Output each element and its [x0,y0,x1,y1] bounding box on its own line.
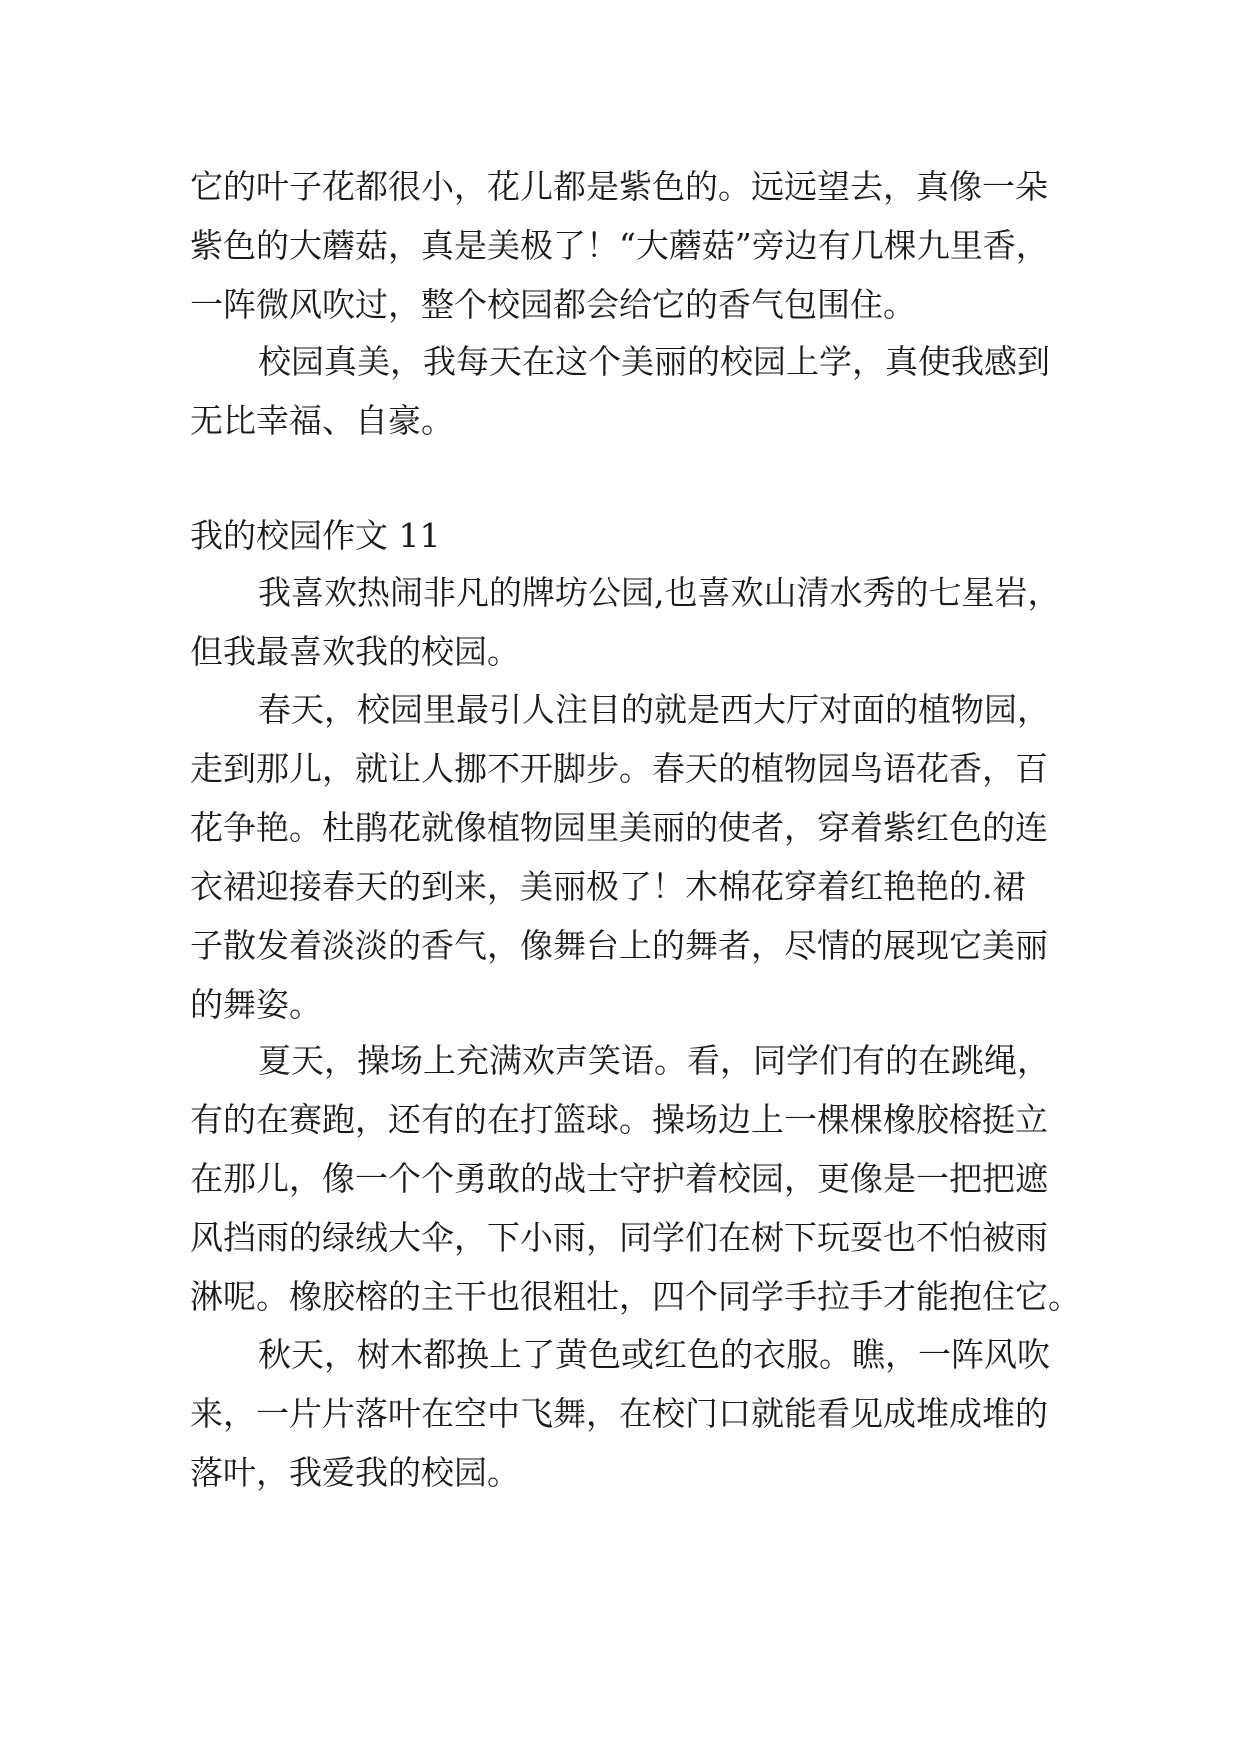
intro-paragraph [190,157,1070,334]
essay-title: 我的校园作文 11 [190,516,441,555]
text-line: 走到那儿，就让人挪不开脚步。春天的植物园鸟语花香，百 [190,749,1048,788]
text-line: 风挡雨的绿绒大伞，下小雨，同学们在树下玩耍也不怕被雨 [190,1218,1048,1257]
text-line: 校园真美，我每天在这个美丽的校园上学，真使我感到 [258,342,1050,381]
closing-paragraph [190,332,1070,450]
text-line: 夏天，操场上充满欢声笑语。看，同学们有的在跳绳， [258,1041,1050,1080]
paragraph-4 [190,1325,1070,1502]
text-line: 的舞姿。 [190,985,322,1024]
text-line: 无比幸福、自豪。 [190,401,454,440]
text-line: 一阵微风吹过，整个校园都会给它的香气包围住。 [190,285,916,324]
text-line: 我喜欢热闹非凡的牌坊公园,也喜欢山清水秀的七星岩， [258,573,1061,612]
paragraph-1 [190,563,1070,681]
text-line: 花争艳。杜鹃花就像植物园里美丽的使者，穿着紫红色的连 [190,808,1048,847]
text-line: 但我最喜欢我的校园。 [190,632,520,671]
text-line: 它的叶子花都很小，花儿都是紫色的。远远望去，真像一朵 [190,167,1048,206]
text-line: 紫色的大蘑菇，真是美极了！“大蘑菇”旁边有几棵九里香， [190,226,1049,265]
text-line: 子散发着淡淡的香气，像舞台上的舞者，尽情的展现它美丽 [190,926,1048,965]
text-line: 来，一片片落叶在空中飞舞，在校门口就能看见成堆成堆的 [190,1394,1048,1433]
paragraph-2 [190,680,1070,1034]
text-line: 落叶，我爱我的校园。 [190,1453,520,1492]
text-line: 秋天，树木都换上了黄色或红色的衣服。瞧，一阵风吹 [258,1335,1050,1374]
text-line: 衣裙迎接春天的到来，美丽极了！木棉花穿着红艳艳的.裙 [190,867,1026,906]
paragraph-3 [190,1031,1081,1326]
text-line: 有的在赛跑，还有的在打篮球。操场边上一棵棵橡胶榕挺立 [190,1100,1048,1139]
text-line: 春天，校园里最引人注目的就是西大厅对面的植物园， [258,690,1050,729]
essay-title-block [190,505,1070,567]
text-line: 在那儿，像一个个勇敢的战士守护着校园，更像是一把把遮 [190,1159,1048,1198]
text-line: 淋呢。橡胶榕的主干也很粗壮，四个同学手拉手才能抱住它。 [190,1277,1081,1316]
